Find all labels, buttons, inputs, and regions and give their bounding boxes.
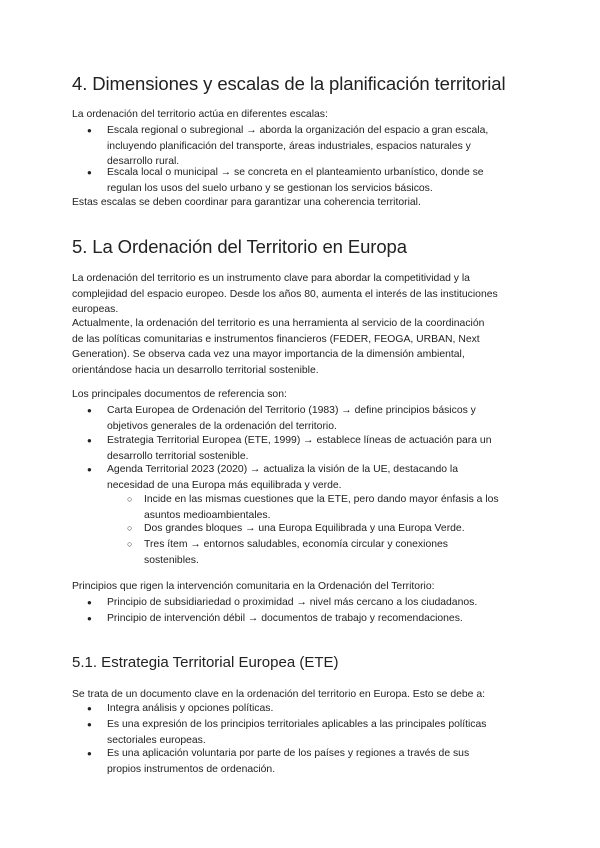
list-item: ● Carta Europea de Ordenación del Territorio (1983) → define principios básicos y objetivos generales de la ordenación del territorio. [107,403,476,434]
section-5-1-heading: 5.1. Estrategia Territorial Europea (ETE) [72,654,339,671]
section-5-1-intro: Se trata de un documento clave en la ordenación del territorio en Europa. Esto se debe a: [72,689,486,700]
sub-list-item: ○ Dos grandes bloques → una Europa Equilibrada y una Europa Verde. [144,521,465,537]
list-item: ● Escala local o municipal → se concreta en el planteamiento urbanístico, donde se regulan los usos del suelo urbano y se gestionan los servicios básicos. [107,165,484,196]
list-item: ● Es una expresión de los principios territoriales aplicables a las principales políticas sectoriales europeas. [107,717,486,748]
section-5-heading: 5. La Ordenación del Territorio en Europa [72,236,407,257]
list-item: ● Estrategia Territorial Europea (ETE, 1999) → establece líneas de actuación para un desarrollo territorial sostenible. [107,433,491,464]
list-item: ● Es una aplicación voluntaria por parte de los países y regiones a través de sus propios instrumentos de ordenación. [107,746,469,777]
section-5-paragraph-2: Actualmente, la ordenación del territorio es una herramienta al servicio de la coordinación de las políticas comunitarias e instrumentos financieros (FEDER, FEOGA, URBAN, Next Generation). Se observa cada vez una mayor importancia de la dimensión ambiental, orientándose hacia un desarrollo territorial sostenible. [72,318,485,376]
list-item: ● Escala regional o subregional → aborda la organización del espacio a gran escala, incluyendo planificación del transporte, áreas industriales, espacios naturales y desarrollo rural. [107,123,488,170]
section-4-heading: 4. Dimensiones y escalas de la planificación territorial [72,73,506,94]
list-item: ● Integra análisis y opciones políticas. [107,701,273,717]
sub-list-item: ○ Incide en las mismas cuestiones que la ETE, pero dando mayor énfasis a los asuntos medioambientales. [144,492,499,523]
list-item: ● Agenda Territorial 2023 (2020) → actualiza la visión de la UE, destacando la necesidad de una Europa más equilibrada y verde. [107,462,458,493]
section-4-intro: La ordenación del territorio actúa en diferentes escalas: [72,109,328,120]
docs-intro: Los principales documentos de referencia son: [72,389,287,400]
section-5-paragraph-1: La ordenación del territorio es un instrumento clave para abordar la competitividad y la complejidad del espacio europeo. Desde los años 80, aumenta el interés de las instituciones europeas. [72,273,498,315]
sub-list-item: ○ Tres ítem → entornos saludables, economía circular y conexiones sostenibles. [144,537,448,568]
list-item: ● Principio de intervención débil → documentos de trabajo y recomendaciones. [107,611,463,627]
list-item: ● Principio de subsidiariedad o proximidad → nivel más cercano a los ciudadanos. [107,595,477,611]
principles-intro: Principios que rigen la intervención comunitaria en la Ordenación del Territorio: [72,581,435,592]
section-4-closing: Estas escalas se deben coordinar para garantizar una coherencia territorial. [72,197,421,208]
